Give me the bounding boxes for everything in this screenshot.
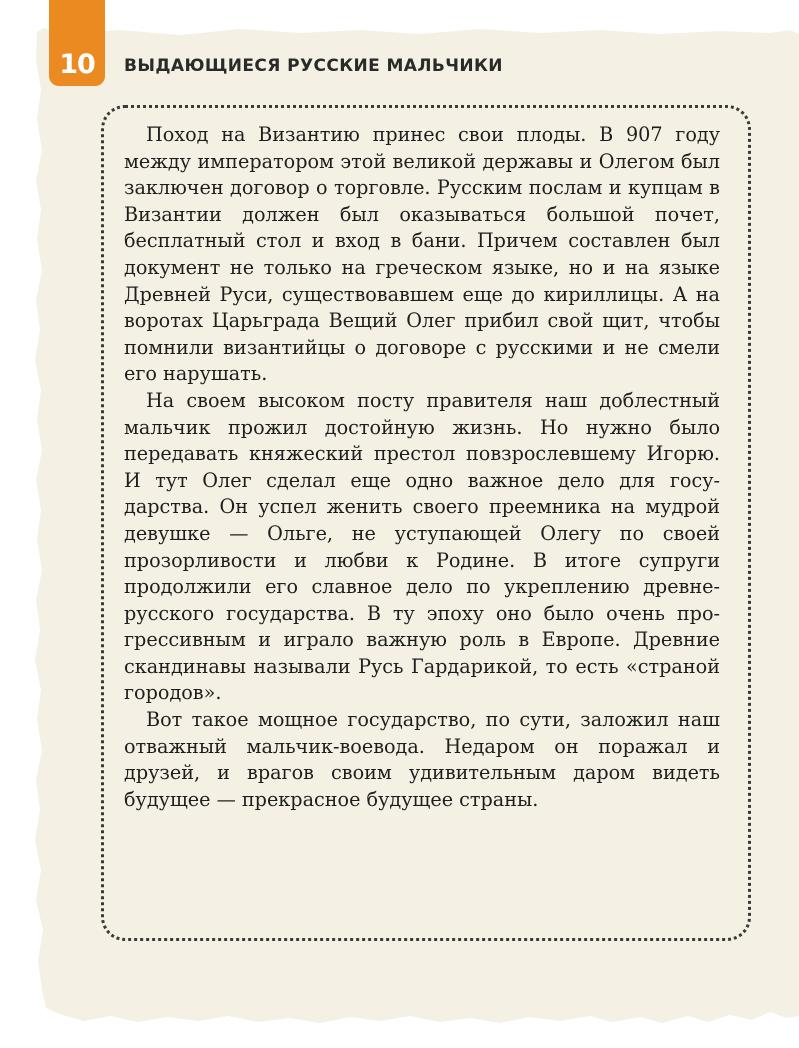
paragraph: Поход на Византию принес свои плоды. В 907 году между императором этой великой державы и Олегом был заключен договор о торговле. Русским послам и купцам в Византии должен был оказываться большой почет, бесплатный стол и вход в бани. Причем составлен был документ не только на греческом языке, но и на языке Древней Руси, существовавшем еще до кириллицы. А на воротах Царьграда Вещий Олег прибил свой щит, чтобы помнили византийцы о договоре с русскими и не смели его нарушать. bbox=[124, 123, 720, 386]
paragraph: Вот такое мощное государство, по сути, заложил наш отважный мальчик-воевода. Недаром он поражал и друзей, и врагов своим удивительным даром видеть будущее — прекрасное будущее страны. bbox=[124, 708, 720, 811]
page-number: 10 bbox=[59, 49, 95, 80]
paragraph: На своем высоком посту правителя наш доблестный мальчик прожил достойную жизнь. Но нужно было передавать княжеский престол повзрослевшему Игорю. И тут Олег сделал еще одно важное дело для государства. Он успел женить своего преемника на мудрой девушке — Ольге, не уступающей Олегу по своей прозорливости и любви к Родине. В итоге супруги продолжили его славное дело по укреплению древнерусского государства. В ту эпоху оно было очень прогрессивным и играло важную роль в Европе. Древние скандинавы называли Русь Гардарикой, то есть «страной городов». bbox=[124, 388, 720, 705]
running-header: ВЫДАЮЩИЕСЯ РУССКИЕ МАЛЬЧИКИ bbox=[124, 56, 503, 76]
body-text bbox=[124, 122, 720, 813]
page-number-tab bbox=[49, 0, 105, 86]
